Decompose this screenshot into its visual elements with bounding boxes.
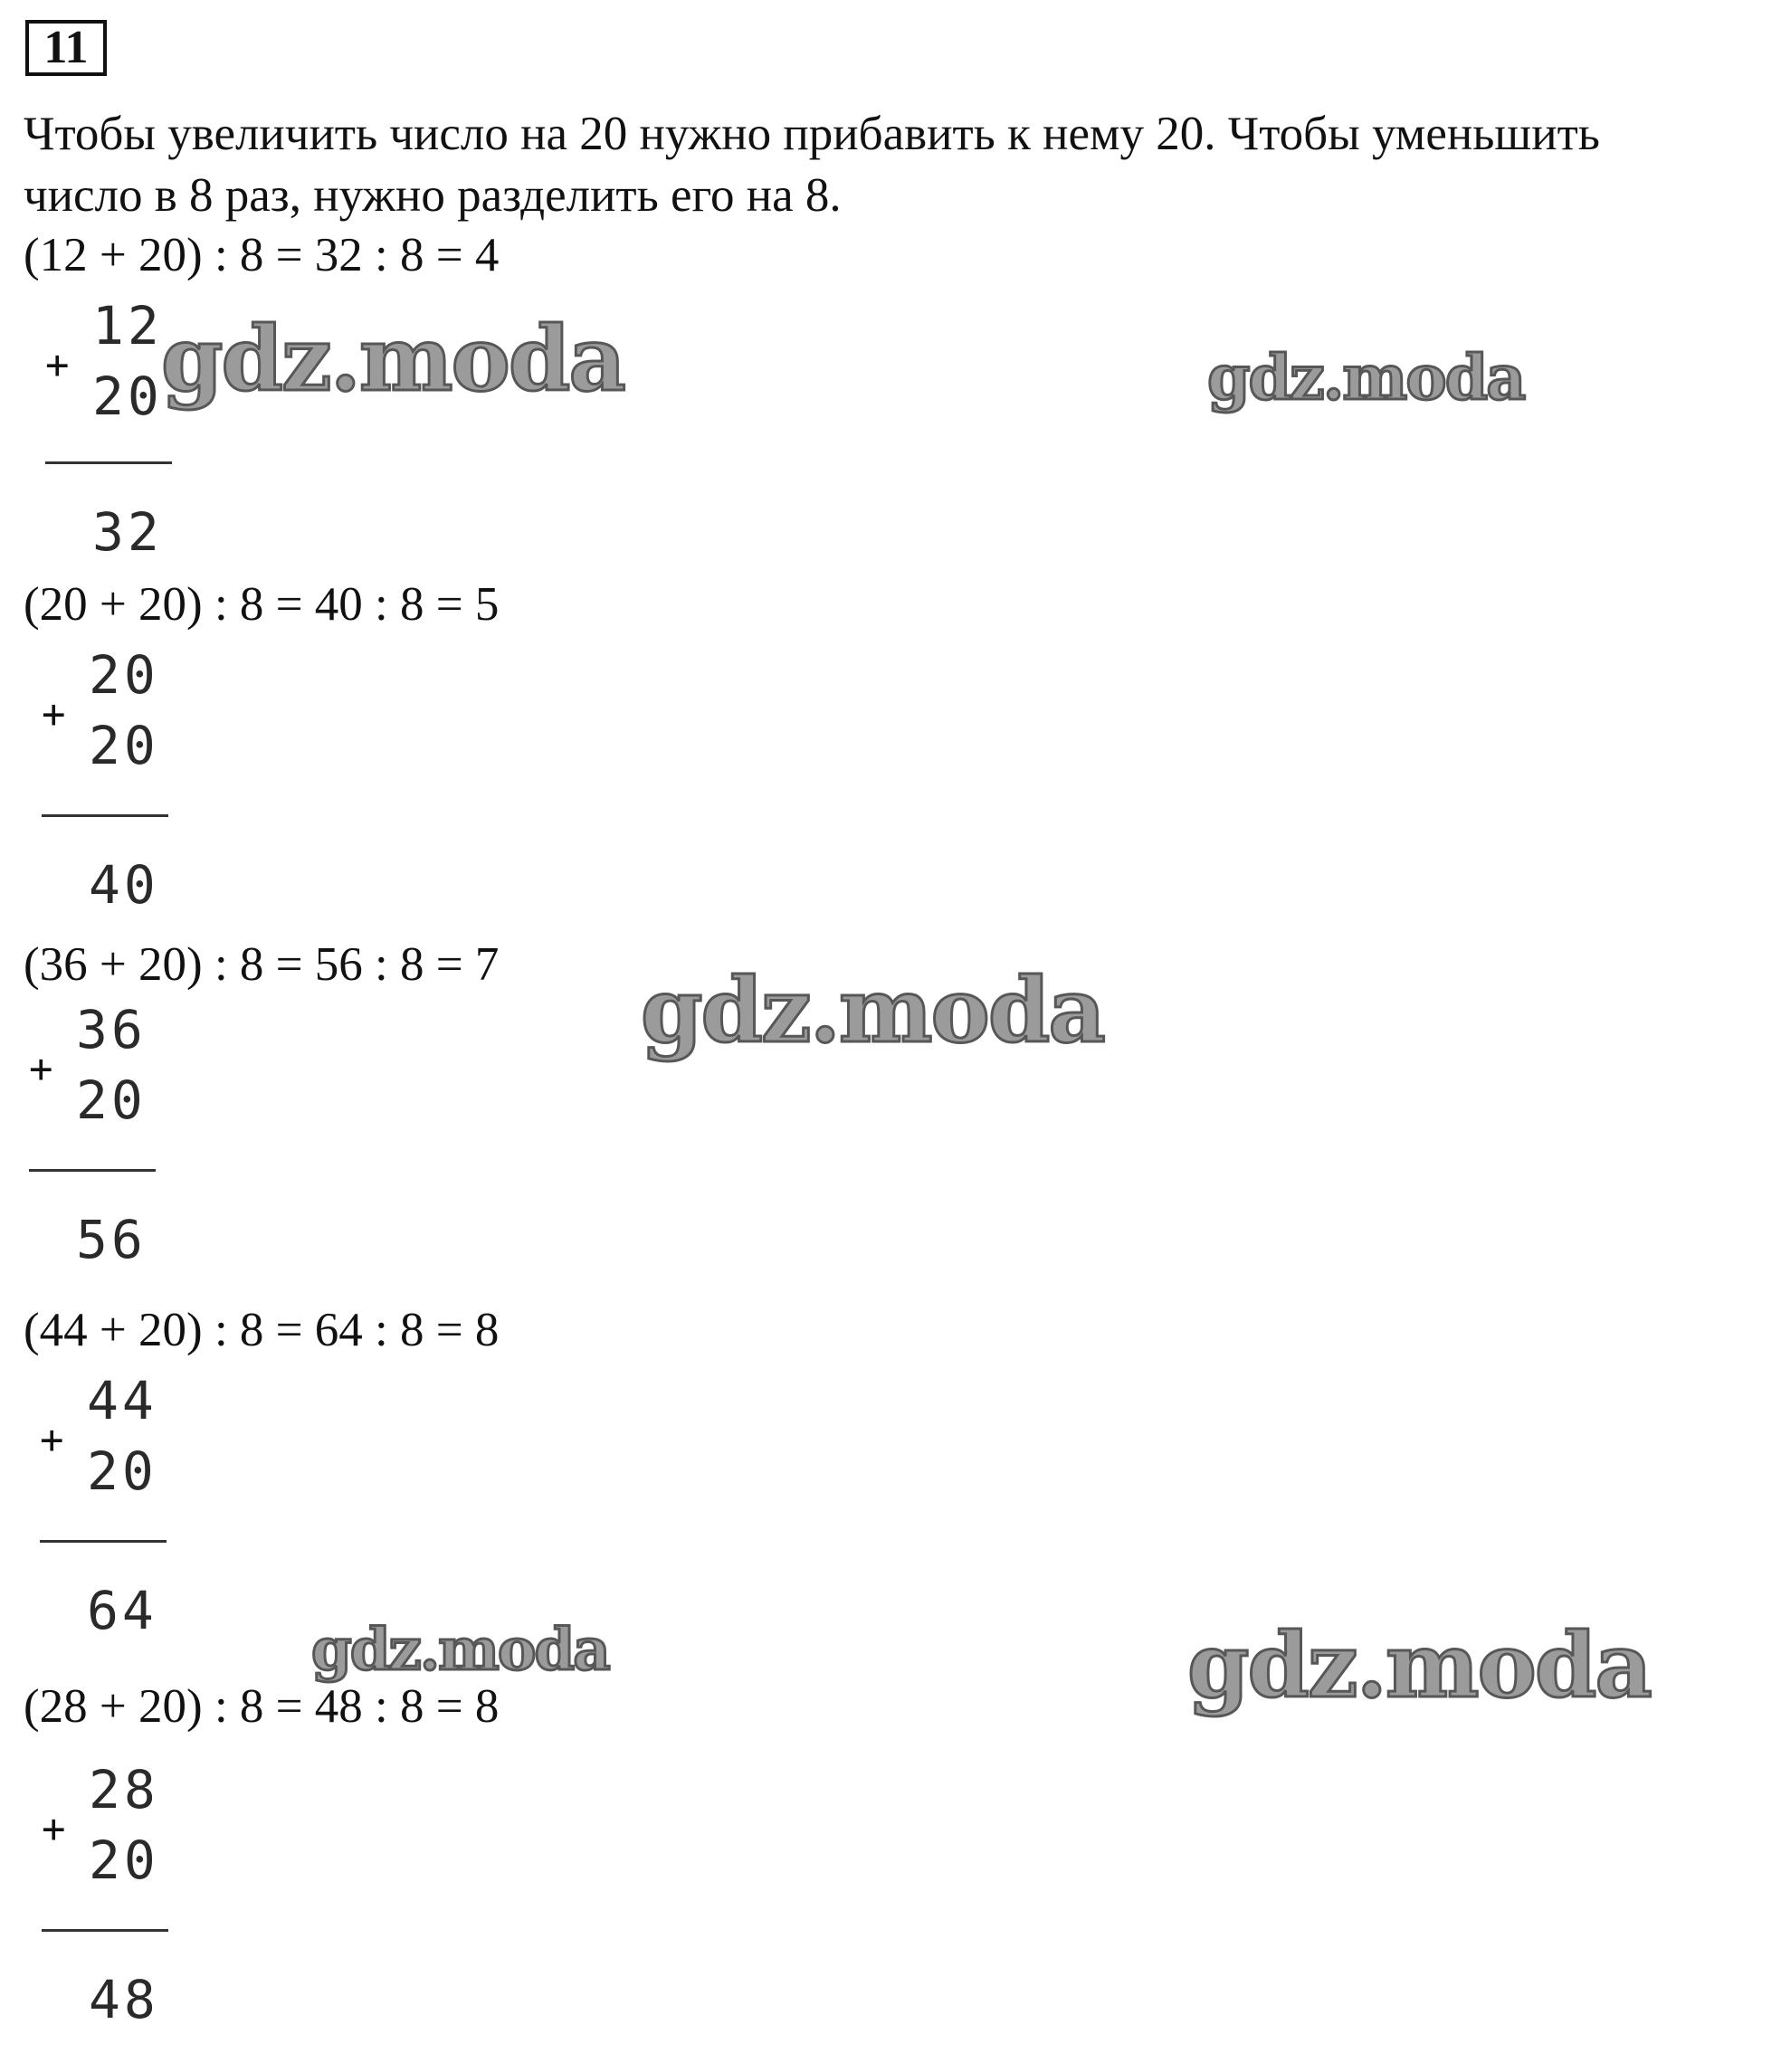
- plus-sign: +: [40, 1417, 64, 1463]
- equation-1: (12 + 20) : 8 = 32 : 8 = 4: [24, 229, 500, 281]
- addend-2: 20: [89, 715, 159, 776]
- addend-2: 20: [89, 1830, 159, 1891]
- column-addition-5: [29, 1759, 192, 2030]
- intro-line-2: число в 8 раз, нужно разделить его на 8.: [24, 169, 842, 222]
- watermark: gdz.moda: [641, 959, 1104, 1063]
- sum-rule: [29, 1169, 156, 1172]
- addend-1: 12: [92, 295, 163, 356]
- addend-1: 28: [89, 1759, 159, 1820]
- sum: 40: [89, 854, 159, 916]
- column-addition-3: [16, 999, 179, 1270]
- sum: 48: [89, 1969, 159, 2030]
- sum: 56: [76, 1209, 147, 1270]
- equation-4: (44 + 20) : 8 = 64 : 8 = 8: [24, 1304, 500, 1356]
- equation-2: (20 + 20) : 8 = 40 : 8 = 5: [24, 578, 500, 631]
- plus-sign: +: [42, 691, 66, 737]
- plus-sign: +: [42, 1806, 66, 1852]
- plus-sign: +: [45, 342, 70, 388]
- addend-2: 20: [92, 366, 163, 427]
- sum: 32: [92, 501, 163, 563]
- addend-1: 44: [87, 1370, 157, 1431]
- equation-5: (28 + 20) : 8 = 48 : 8 = 8: [24, 1680, 500, 1733]
- equation-3: (36 + 20) : 8 = 56 : 8 = 7: [24, 938, 500, 991]
- sum-rule: [45, 461, 172, 464]
- watermark: gdz.moda: [1207, 342, 1525, 414]
- addend-2: 20: [76, 1069, 147, 1131]
- column-addition-2: [29, 644, 192, 916]
- addend-1: 20: [89, 644, 159, 706]
- addend-1: 36: [76, 999, 147, 1060]
- addend-2: 20: [87, 1440, 157, 1502]
- sum-rule: [40, 1540, 167, 1543]
- sum-rule: [42, 814, 168, 817]
- sum: 64: [87, 1580, 157, 1641]
- column-addition-4: [27, 1370, 190, 1641]
- task-number-box: 11: [25, 20, 107, 76]
- watermark: gdz.moda: [161, 308, 624, 412]
- plus-sign: +: [29, 1046, 53, 1092]
- intro-line-1: Чтобы увеличить число на 20 нужно прибавить к нему 20. Чтобы уменьшить: [24, 108, 1600, 160]
- sum-rule: [42, 1929, 168, 1932]
- watermark: gdz.moda: [311, 1616, 609, 1684]
- watermark: gdz.moda: [1187, 1614, 1651, 1718]
